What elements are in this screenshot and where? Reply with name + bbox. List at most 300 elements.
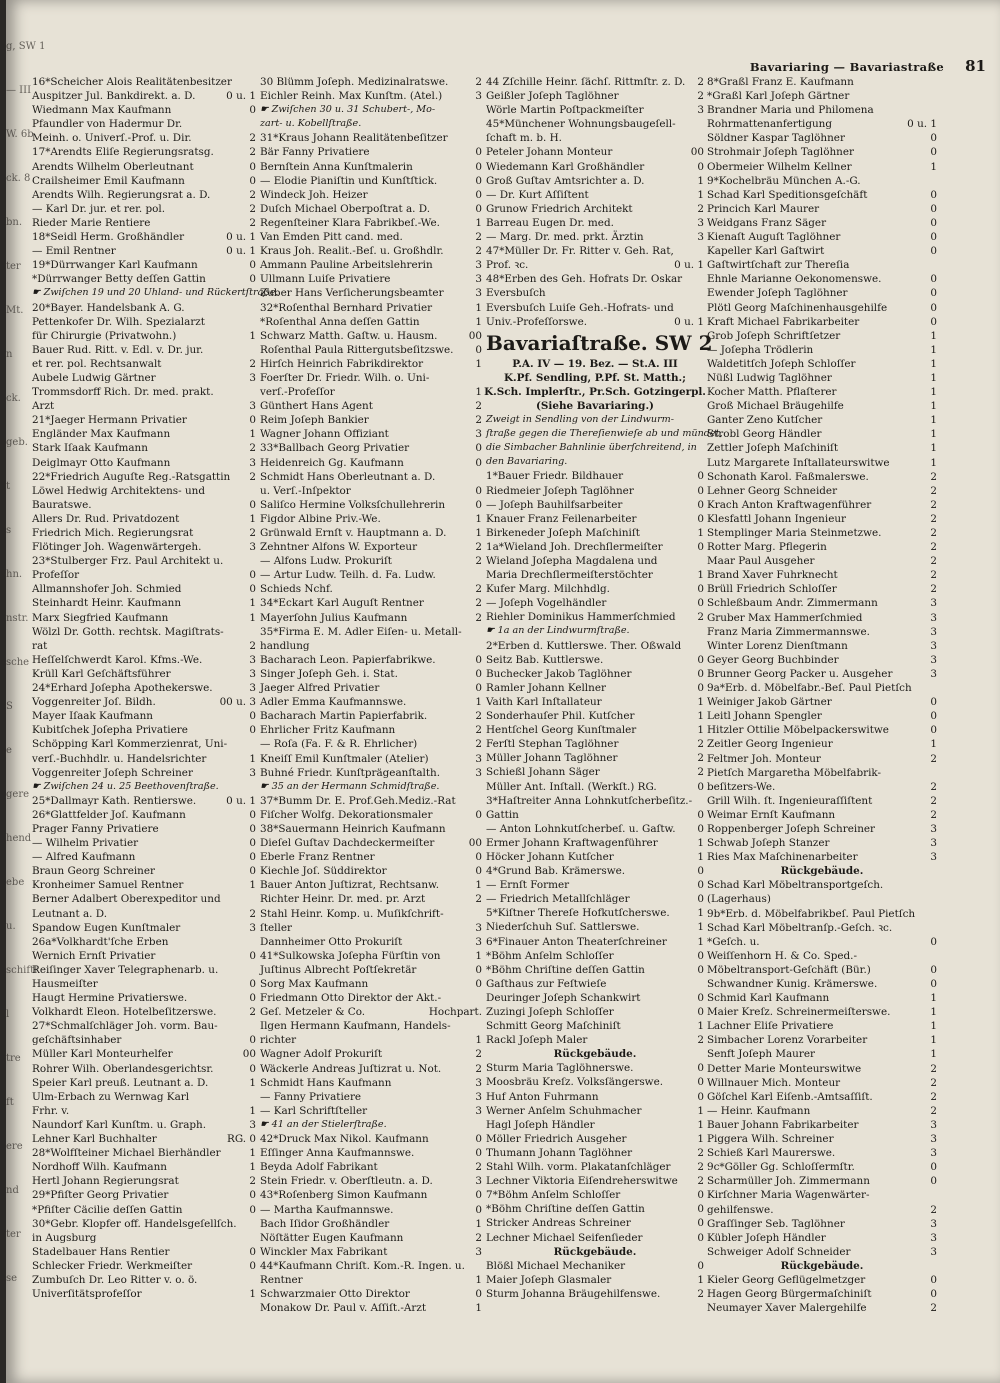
directory-entry [260, 723, 482, 737]
directory-entry [260, 1160, 482, 1174]
directory-entry [260, 653, 482, 667]
directory-entry [32, 244, 256, 258]
directory-entry [260, 582, 482, 596]
cross-street-note [260, 103, 482, 117]
directory-entry [260, 1287, 482, 1301]
floor-number: 0 [475, 653, 482, 666]
floor-number: 2 [475, 611, 482, 624]
directory-entry [707, 907, 937, 921]
entry-text: Eversbuſch [486, 287, 546, 300]
entry-text: Schweiger Adolf Schneider [707, 1245, 851, 1258]
edge-fragment: bn. [6, 217, 23, 228]
street-heading [486, 329, 713, 357]
directory-entry [707, 1203, 937, 1217]
directory-entry [707, 498, 937, 512]
directory-entry [260, 301, 482, 315]
directory-entry [486, 1231, 704, 1245]
floor-number: 0 [697, 1203, 704, 1216]
directory-entry [260, 596, 482, 610]
floor-number: 2 [930, 1076, 937, 1089]
entry-text: Ries Max Maſchinenarbeiter [707, 851, 858, 864]
floor-number: 1 [249, 1076, 256, 1089]
directory-entry [707, 526, 937, 540]
directory-entry [707, 611, 937, 625]
floor-number: 1 [475, 357, 482, 370]
floor-number: 0 [475, 188, 482, 201]
directory-entry [260, 554, 482, 568]
floor-number: 2 [930, 1203, 937, 1216]
entry-text: — Fanny Privatiere [260, 1090, 362, 1103]
directory-entry [32, 441, 256, 455]
floor-number: 2 [697, 1287, 704, 1300]
directory-entry [260, 907, 482, 921]
entry-text: P.A. IV — 19. Bez. — St.A. III [512, 357, 678, 370]
entry-text: Foerſter Dr. Friedr. Wilh. o. Uni- [260, 371, 430, 384]
directory-entry [707, 554, 937, 568]
directory-entry [32, 878, 256, 892]
cross-street-note [260, 780, 482, 794]
directory-entry [486, 554, 704, 568]
floor-number: 0 [697, 160, 704, 173]
floor-number: RG. 0 [227, 1133, 256, 1146]
floor-number: 1 [930, 343, 937, 356]
directory-entry [260, 963, 482, 977]
entry-text: Weiniger Jakob Gärtner [707, 696, 832, 709]
entry-text: 1*Bauer Friedr. Bildhauer [486, 470, 624, 483]
directory-entry [32, 103, 256, 117]
entry-text: Rohrmattenanfertigung [707, 118, 833, 131]
floor-number: Hochpart. [428, 1006, 482, 1019]
directory-entry [32, 596, 256, 610]
entry-text: *Dürrwanger Betty deſſen Gattin [32, 273, 206, 286]
floor-number: 0 [697, 822, 704, 835]
floor-number: 0 [475, 484, 482, 497]
directory-entry [32, 836, 256, 850]
floor-number: 2 [930, 470, 937, 483]
floor-number: 3 [930, 667, 937, 680]
directory-entry [32, 582, 256, 596]
directory-entry [707, 427, 937, 441]
entry-text: Pietſch Margaretha Möbelfabrik- [707, 766, 882, 779]
entry-text: Princich Karl Maurer [707, 202, 820, 215]
directory-entry [32, 1188, 256, 1202]
floor-number: 1 [697, 836, 704, 849]
directory-entry [486, 160, 704, 174]
directory-entry [486, 216, 704, 230]
directory-entry [707, 399, 937, 413]
floor-number: 3 [249, 766, 256, 779]
directory-entry [486, 1188, 704, 1202]
floor-number: 1 [249, 752, 256, 765]
edge-fragment: S [6, 701, 13, 712]
floor-number: 2 [697, 752, 704, 765]
floor-number: 2 [697, 611, 704, 624]
entry-text: Ulm-Erbach zu Wernwag Karl [32, 1090, 190, 1103]
directory-entry [486, 117, 704, 131]
directory-entry [260, 808, 482, 822]
floor-number: 3 [475, 935, 482, 948]
directory-entry [32, 1160, 256, 1174]
edge-fragment: Mt. [6, 305, 24, 316]
directory-entry [32, 216, 256, 230]
directory-entry [707, 301, 937, 315]
directory-entry [707, 1160, 937, 1174]
edge-fragment: e [6, 745, 12, 756]
entry-text: Sonderhauſer Phil. Kutſcher [486, 710, 635, 723]
directory-entry [32, 89, 256, 103]
floor-number: 1 [249, 597, 256, 610]
floor-number: 1 [475, 949, 482, 962]
floor-number: 2 [249, 442, 256, 455]
directory-entry [32, 907, 256, 921]
entry-text: Waldetitſch Joſeph Schloſſer [707, 357, 856, 370]
floor-number: 0 [930, 315, 937, 328]
directory-entry [486, 1019, 704, 1033]
entry-text: Friedrich Mich. Regierungsrat [32, 527, 194, 539]
directory-entry [486, 498, 704, 512]
entry-text: 8*Graßl Franz E. Kaufmann [707, 76, 854, 88]
directory-entry [260, 977, 482, 991]
entry-text: Schmid Karl Kaufmann [707, 992, 830, 1005]
floor-number: 1 [930, 329, 937, 342]
directory-entry [707, 780, 937, 794]
directory-entry [260, 1033, 482, 1047]
entry-text: Maar Paul Ausgeher [707, 555, 815, 568]
floor-number: 0 [697, 498, 704, 511]
directory-entry [486, 836, 704, 850]
directory-entry [707, 441, 937, 455]
directory-entry [32, 568, 256, 582]
directory-entry [486, 145, 704, 159]
directory-entry [32, 145, 256, 159]
column-4 [707, 75, 937, 1315]
directory-entry [32, 963, 256, 977]
floor-number: 1 [475, 1217, 482, 1230]
edge-fragment: hend [6, 833, 32, 844]
floor-number: 0 [697, 681, 704, 694]
entry-text: Bavariaſtraße. SW 2 [486, 330, 713, 355]
entry-text: Höcker Johann Kutſcher [486, 850, 614, 863]
floor-number: 2 [697, 1161, 704, 1174]
entry-text: Prof. ꝛc. [486, 259, 529, 272]
floor-number: 0 [697, 667, 704, 680]
directory-entry [486, 878, 704, 892]
directory-entry [260, 498, 482, 512]
directory-entry [32, 456, 256, 470]
floor-number: 0 [475, 1203, 482, 1216]
directory-entry [260, 1019, 482, 1033]
directory-entry [260, 864, 482, 878]
entry-text: 44*Kaufmann Chriſt. Kom.-R. Ingen. u. [260, 1259, 465, 1272]
entry-text: Eſſinger Anna Kaufmannswe. [260, 1147, 415, 1160]
entry-text: Lechner Michael Seifenſieder [486, 1231, 643, 1244]
floor-number: 2 [475, 893, 482, 906]
entry-text: 34*Eckart Karl Auguſt Rentner [260, 597, 424, 610]
floor-number: 1 [249, 428, 256, 441]
entry-text: 26a*Volkhardt'ſche Erben [32, 935, 169, 948]
directory-entry [707, 808, 937, 822]
entry-text: Hitzler Ottilie Möbelpackerswitwe [707, 724, 889, 737]
entry-text: Hagen Georg Bürgermaſchiniſt [707, 1288, 872, 1301]
floor-number: 1 [475, 301, 482, 314]
floor-number: 2 [249, 907, 256, 920]
floor-number: 00 [690, 146, 704, 159]
floor-number: 0 [697, 879, 704, 892]
entry-text: Weidgans Franz Säger [707, 216, 827, 229]
entry-text: Peteler Johann Monteur [486, 146, 613, 159]
floor-number: 2 [249, 188, 256, 201]
directory-entry [32, 667, 256, 681]
directory-entry [707, 540, 937, 554]
floor-number: 1 [475, 1302, 482, 1315]
floor-number: 0 [930, 216, 937, 229]
edge-fragment: se [6, 1273, 18, 1284]
floor-number: 1 [475, 527, 482, 539]
edge-fragment: n [6, 349, 13, 360]
directory-entry [260, 1217, 482, 1231]
floor-number: 1 [697, 1273, 704, 1286]
directory-entry [707, 639, 937, 653]
floor-number: 0 [697, 1076, 704, 1089]
directory-entry [486, 131, 704, 145]
entry-text: Zweigt in Sendling von der Lindwurm- [486, 414, 674, 426]
edge-fragment: ck. 8 [6, 173, 31, 184]
edge-fragment: ft [6, 1097, 14, 1108]
floor-number: 0 [475, 442, 482, 455]
directory-entry [707, 1005, 937, 1019]
directory-entry [260, 1231, 482, 1245]
floor-number: 3 [249, 682, 256, 695]
directory-entry [260, 1273, 482, 1287]
directory-entry [260, 470, 482, 484]
floor-number: 0 [249, 104, 256, 117]
directory-entry [707, 653, 937, 667]
directory-entry [32, 864, 256, 878]
directory-entry [32, 413, 256, 427]
entry-text: ſteller [260, 921, 292, 934]
section-heading [486, 371, 704, 385]
entry-text: Stricker Andreas Schreiner [486, 1217, 631, 1230]
entry-text: Stahl Heinr. Komp. u. Muſikſchrift- [260, 907, 444, 920]
floor-number: 1 [697, 907, 704, 920]
entry-text: 21*Jaeger Hermann Privatier [32, 414, 187, 427]
directory-entry [32, 808, 256, 822]
floor-number: 0 [249, 569, 256, 582]
entry-text: — Joſeph Bauhilfsarbeiter [486, 498, 623, 511]
floor-number: 0 [930, 1273, 937, 1286]
edge-fragment: nd [6, 1185, 19, 1196]
directory-entry [260, 1203, 482, 1217]
directory-entry [260, 836, 482, 850]
entry-text: — Ernſt Former [486, 879, 570, 892]
entry-text: Frhr. v. [32, 1104, 70, 1117]
floor-number: 3 [249, 456, 256, 469]
section-heading [486, 1047, 704, 1061]
entry-text: verſ.-Buchhdlr. u. Handelsrichter [32, 752, 207, 765]
directory-entry [486, 864, 704, 878]
entry-text: Kapeller Karl Gaſtwirt [707, 245, 825, 258]
entry-text: Hirſch Heinrich Fabrikdirektor [260, 357, 424, 370]
floor-number: 2 [930, 1302, 937, 1315]
floor-number: 1 [930, 442, 937, 455]
entry-text: Roſenthal Paula Rittergutsbeſitzswe. [260, 343, 454, 356]
entry-text: — Wilhelm Privatier [32, 837, 139, 850]
floor-number: 0 u. 1 [907, 118, 937, 131]
floor-number: 2 [475, 1161, 482, 1174]
entry-text: Graſſinger Seb. Taglöhner [707, 1217, 845, 1230]
directory-entry [486, 639, 704, 653]
floor-number: 0 [930, 273, 937, 286]
floor-number: 2 [475, 1231, 482, 1244]
directory-entry [707, 512, 937, 526]
floor-number: 1 [249, 329, 256, 342]
floor-number: 2 [930, 1090, 937, 1103]
floor-number: 0 [249, 1259, 256, 1272]
directory-entry [707, 596, 937, 610]
floor-number: 3 [930, 653, 937, 666]
directory-entry [486, 103, 704, 117]
directory-entry [32, 1076, 256, 1090]
floor-number: 0 u. 1 [674, 259, 704, 272]
entry-text: Maier Kreſz. Schreinermeiſterswe. [707, 1006, 891, 1019]
floor-number: 0 [930, 1288, 937, 1301]
directory-entry [486, 301, 704, 315]
floor-number: 2 [475, 231, 482, 244]
directory-entry [707, 935, 937, 949]
floor-number: 2 [249, 357, 256, 370]
directory-entry [260, 145, 482, 159]
directory-entry [707, 1132, 937, 1146]
entry-text: Rückgebäude. [553, 1245, 637, 1258]
entry-text: Kufer Marg. Milchhdlg. [486, 583, 610, 596]
entry-text: Bauratswe. [32, 498, 92, 511]
directory-entry [707, 286, 937, 300]
directory-entry [32, 1287, 256, 1301]
entry-text: Gaſtwirtſchaft zur Thereſia [707, 259, 850, 272]
directory-entry [486, 596, 704, 610]
directory-entry [707, 258, 937, 272]
entry-text: *Böhm Chriſtine deſſen Gattin [486, 963, 645, 976]
entry-text: Figdor Albine Priv.-We. [260, 512, 381, 525]
floor-number: 2 [249, 470, 256, 483]
entry-text: Allmannshofer Joh. Schmied [32, 583, 182, 596]
entry-text: 16*Scheicher Alois Realitätenbesitzer [32, 76, 232, 88]
entry-text: Hentſchel Georg Kunſtmaler [486, 724, 637, 737]
floor-number: 0 [930, 963, 937, 976]
entry-text: handlung [260, 639, 310, 652]
floor-number: 2 [475, 597, 482, 610]
directory-entry [486, 709, 704, 723]
directory-entry [707, 371, 937, 385]
directory-entry [486, 1287, 704, 1301]
floor-number: 2 [930, 794, 937, 807]
directory-entry [486, 230, 704, 244]
floor-number: 2 [475, 1062, 482, 1075]
floor-number: 1 [930, 1020, 937, 1033]
directory-entry [707, 1076, 937, 1090]
directory-entry [707, 1273, 937, 1287]
directory-entry [260, 343, 482, 357]
entry-text: Duſch Michael Oberpoſtrat a. D. [260, 202, 431, 215]
entry-text: ſchaft m. b. H. [486, 132, 562, 145]
floor-number: 1 [697, 174, 704, 187]
directory-entry [707, 1090, 937, 1104]
floor-number: 0 [249, 724, 256, 737]
entry-text: Riedmeier Joſeph Taglöhner [486, 484, 634, 497]
directory-entry [260, 921, 482, 935]
floor-number: 0 [697, 963, 704, 976]
floor-number: 3 [249, 667, 256, 680]
directory-entry [707, 1033, 937, 1047]
directory-entry [32, 1019, 256, 1033]
entry-text: Bernſtein Anna Kunſtmalerin [260, 160, 413, 173]
floor-number: 1 [697, 935, 704, 948]
entry-text: Müller Ant. Inſtall. (Werkſt.) RG. [486, 780, 657, 793]
floor-number: 2 [249, 639, 256, 652]
entry-text: Wäckerle Andreas Juſtizrat u. Not. [260, 1062, 442, 1075]
directory-entry [32, 540, 256, 554]
entry-text: Weiſſenhorn H. & Co. Sped.- [707, 949, 857, 962]
directory-entry [32, 1146, 256, 1160]
entry-text: Kneiſſ Emil Kunſtmaler (Atelier) [260, 752, 429, 765]
floor-number: 3 [475, 1175, 482, 1188]
directory-page [6, 0, 1000, 1383]
directory-entry [486, 512, 704, 526]
directory-entry [486, 949, 704, 963]
floor-number: 3 [930, 611, 937, 624]
entry-text: 5*Kiſtner Thereſe Hofkutſcherswe. [486, 907, 670, 920]
floor-number: 1 [475, 512, 482, 525]
directory-entry [707, 216, 937, 230]
floor-number: 3 [475, 287, 482, 300]
floor-number: 1 [475, 386, 482, 399]
entry-text: Knauer Franz Feilenarbeiter [486, 512, 637, 525]
edge-fragment: hn. [6, 569, 23, 580]
entry-text: Eversbuſch Luiſe Geh.-Hofrats- und [486, 301, 674, 314]
entry-text: Naundorf Karl Kunſtm. u. Graph. [32, 1118, 207, 1131]
floor-number: 2 [930, 569, 937, 582]
floor-number: 2 [475, 245, 482, 258]
entry-text: 6*Finauer Anton Theaterſchreiner [486, 935, 667, 948]
directory-entry [32, 822, 256, 836]
entry-text: Schieß Karl Maurerswe. [707, 1147, 836, 1160]
directory-entry [486, 667, 704, 681]
directory-entry [32, 639, 256, 653]
directory-entry [486, 751, 704, 765]
directory-entry [707, 1047, 937, 1061]
directory-entry [707, 681, 937, 695]
entry-text: Prager Fanny Privatiere [32, 822, 159, 835]
entry-text: K.Sch. Implerſtr., Pr.Sch. Gotzingerpl. [484, 385, 706, 398]
entry-text: Grunow Friedrich Architekt [486, 202, 633, 215]
floor-number: 2 [930, 1104, 937, 1117]
entry-text: Heidenreich Gg. Kaufmann [260, 456, 404, 469]
directory-entry [32, 526, 256, 540]
entry-text: Trommsdorff Rich. Dr. med. prakt. [32, 386, 214, 399]
edge-fragment: ter [6, 1229, 21, 1240]
entry-text: Rückgebäude. [780, 865, 864, 878]
entry-text: 48*Erben des Geh. Hofrats Dr. Oskar [486, 273, 683, 286]
directory-entry [486, 286, 704, 300]
entry-text: Plötl Georg Maſchinenhausgehilfe [707, 301, 888, 314]
floor-number: 0 u. 1 [674, 315, 704, 328]
directory-entry [486, 258, 704, 272]
directory-entry [486, 681, 704, 695]
floor-number: 2 [475, 400, 482, 413]
entry-text: Möller Friedrich Ausgeher [486, 1132, 627, 1145]
directory-entry [260, 568, 482, 582]
directory-entry [486, 780, 704, 794]
